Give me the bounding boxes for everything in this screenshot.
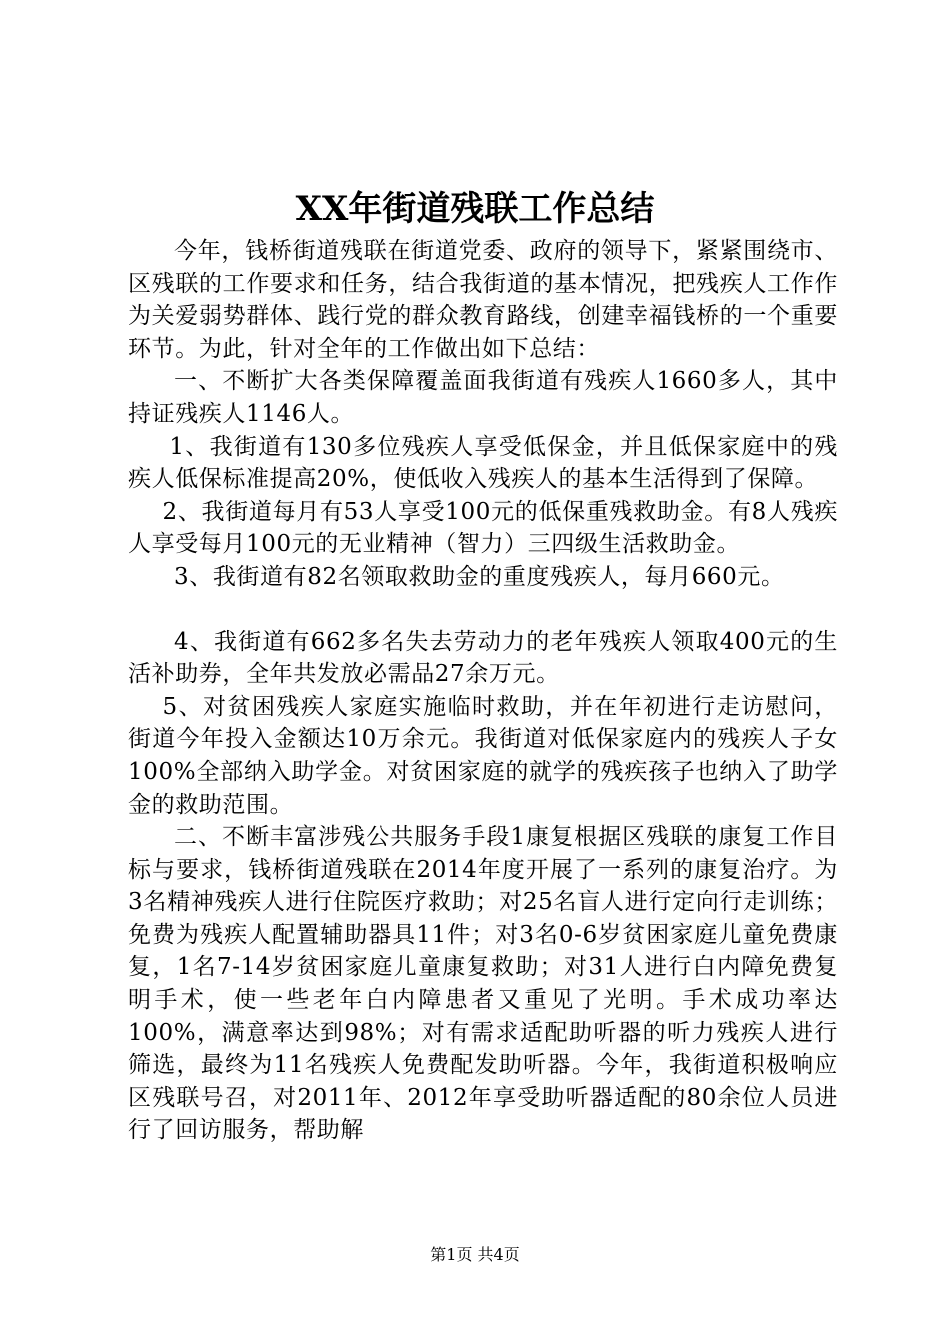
paragraph-item-3: 3、我街道有82名领取救助金的重度残疾人，每月660元。 <box>174 563 785 590</box>
paragraph-intro: 今年，钱桥街道残联在街道党委、政府的领导下，紧紧围绕市、区残联的工作要求和任务，结合我街道的基本情况，把残疾人工作作为关爱弱势群体、践行党的群众教育路线，创建幸福钱桥的一个重要环节。为此，针对全年的工作做出如下总结： <box>128 238 838 362</box>
paragraph-item-5: 5、对贫困残疾人家庭实施临时救助，并在年初进行走访慰问，街道今年投入金额达10万余元。我街道对低保家庭内的残疾人子女100%全部纳入助学金。对贫困家庭的就学的残疾孩子也纳入了助学金的救助范围。 <box>128 693 838 818</box>
page-footer: 第1页 共4页 <box>430 1245 520 1264</box>
paragraph-item-1: 1、我街道有130多位残疾人享受低保金，并且低保家庭中的残疾人低保标准提高20%，使低收入残疾人的基本生活得到了保障。 <box>128 433 838 493</box>
paragraph-item-2: 2、我街道每月有53人享受100元的低保重残救助金。有8人残疾人享受每月100元的无业精神（智力）三四级生活救助金。 <box>128 498 838 558</box>
paragraph-item-4: 4、我街道有662多名失去劳动力的老年残疾人领取400元的生活补助券，全年共发放必需品27余万元。 <box>128 628 838 688</box>
paragraph-section-2: 二、不断丰富涉残公共服务手段1康复根据区残联的康复工作目标与要求，钱桥街道残联在2014年度开展了一系列的康复治疗。为3名精神残疾人进行住院医疗救助；对25名盲人进行定向行走训练；免费为残疾人配置辅助器具11件；对3名0-6岁贫困家庭儿童免费康复，1名7-14岁贫困家庭儿童康复救助；对31人进行白内障免费复明手术，使一些老年白内障患者又重见了光明。手术成功率达100%，满意率达到98%；对有需求适配助听器的听力残疾人进行筛选，最终为11名残疾人免费配发助听器。今年，我街道积极响应区残联号召，对2011年、2012年享受助听器适配的80余位人员进行了回访服务，帮助解 <box>128 824 838 1144</box>
paragraph-section-1: 一、不断扩大各类保障覆盖面我街道有残疾人1660多人，其中持证残疾人1146人。 <box>128 368 838 427</box>
document-body <box>128 235 838 1147</box>
document-title: XX年街道残联工作总结 <box>295 189 655 229</box>
